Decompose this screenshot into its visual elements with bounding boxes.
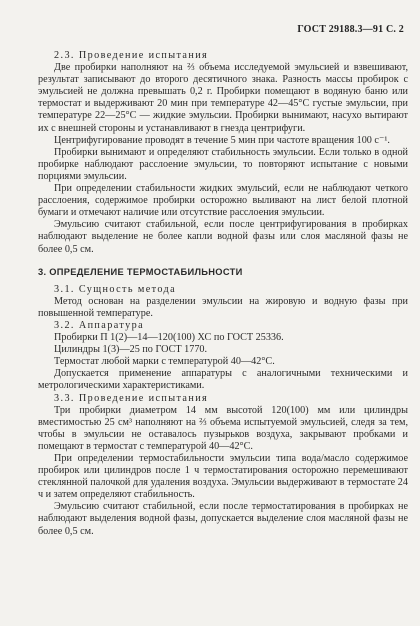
paragraph: Термостат любой марки с температурой 40—42°С. xyxy=(54,356,275,368)
subsection-heading-3-2: 3.2. Аппаратура xyxy=(54,319,144,331)
paragraph: Пробирки вынимают и определяют стабильность эмульсии. Если только в одной пробирке наблюдают расслоение эмульсии, то повторяют испытание с новыми порциями эмульсии. xyxy=(38,146,408,182)
paragraph: Центрифугирование проводят в течение 5 мин при частоте вращения 100 с⁻¹. xyxy=(54,134,390,146)
paragraph: Три пробирки диаметром 14 мм высотой 120(100) мм или цилиндры вместимостью 25 см³ наполняют на ⅔ объема испытуемой эмульсией, следя за тем, чтобы в эмульсии не оставалось пузырьков воздуха, закрывают пробками и помещают в термостат с температурой 40—42°С. xyxy=(38,404,408,452)
subsection-heading-3-3: 3.3. Проведение испытания xyxy=(54,392,209,404)
paragraph: Эмульсию считают стабильной, если после центрифугирования в пробирках наблюдают выделение не более капли водной фазы или слоя масляной фазы не более 0,5 см. xyxy=(38,219,408,255)
section-title-3: 3. ОПРЕДЕЛЕНИЕ ТЕРМОСТАБИЛЬНОСТИ xyxy=(38,266,243,277)
subsection-heading-2-3: 2.3. Проведение испытания xyxy=(54,50,209,61)
paragraph: Цилиндры 1(3)—25 по ГОСТ 1770. xyxy=(54,344,208,356)
page-content xyxy=(38,50,408,538)
paragraph: Допускается применение аппаратуры с аналогичными техническими и метрологическими характеристиками. xyxy=(38,368,408,392)
page-header: ГОСТ 29188.3—91 С. 2 xyxy=(297,24,404,35)
paragraph: Метод основан на разделении эмульсии на жировую и водную фазы при повышенной температуре. xyxy=(38,295,408,319)
paragraph: Эмульсию считают стабильной, если после термостатирования в пробирках не наблюдают выделения водной фазы, допускается выделение слоя масляной фазы не более 0,5 см. xyxy=(38,501,408,537)
paragraph: Пробирки П 1(2)—14—120(100) ХС по ГОСТ 25336. xyxy=(54,332,284,344)
paragraph: При определении стабильности жидких эмульсий, если не наблюдают четкого расслоения, содержимое пробирки осторожно выливают на лист белой плотной бумаги и отмечают наличие или отсутствие расслоения эмульсии. xyxy=(38,183,408,219)
paragraph: Две пробирки наполняют на ⅔ объема исследуемой эмульсией и взвешивают, результат записывают до второго десятичного знака. Разность массы пробирок с эмульсией не должна превышать 0,2 г. Пробирки помещают в водяную баню или термостат и выдерживают 20 мин при температуре 42—45°С густые эмульсии, при температуре 22—25°С — жидкие эмульсии. Пробирки вынимают, насухо вытирают их с внешней стороны и устанавливают в гнезда центрифуги. xyxy=(38,62,408,134)
subsection-heading-3-1: 3.1. Сущность метода xyxy=(54,283,177,295)
paragraph: При определении термостабильности эмульсии типа вода/масло содержимое пробирок или цилиндров после 1 ч термостатирования осторожно перемешивают стеклянной палочкой для удаления воздуха. Эмульсии выдерживают в термостате 24 ч и затем определяют стабильность. xyxy=(38,453,408,501)
